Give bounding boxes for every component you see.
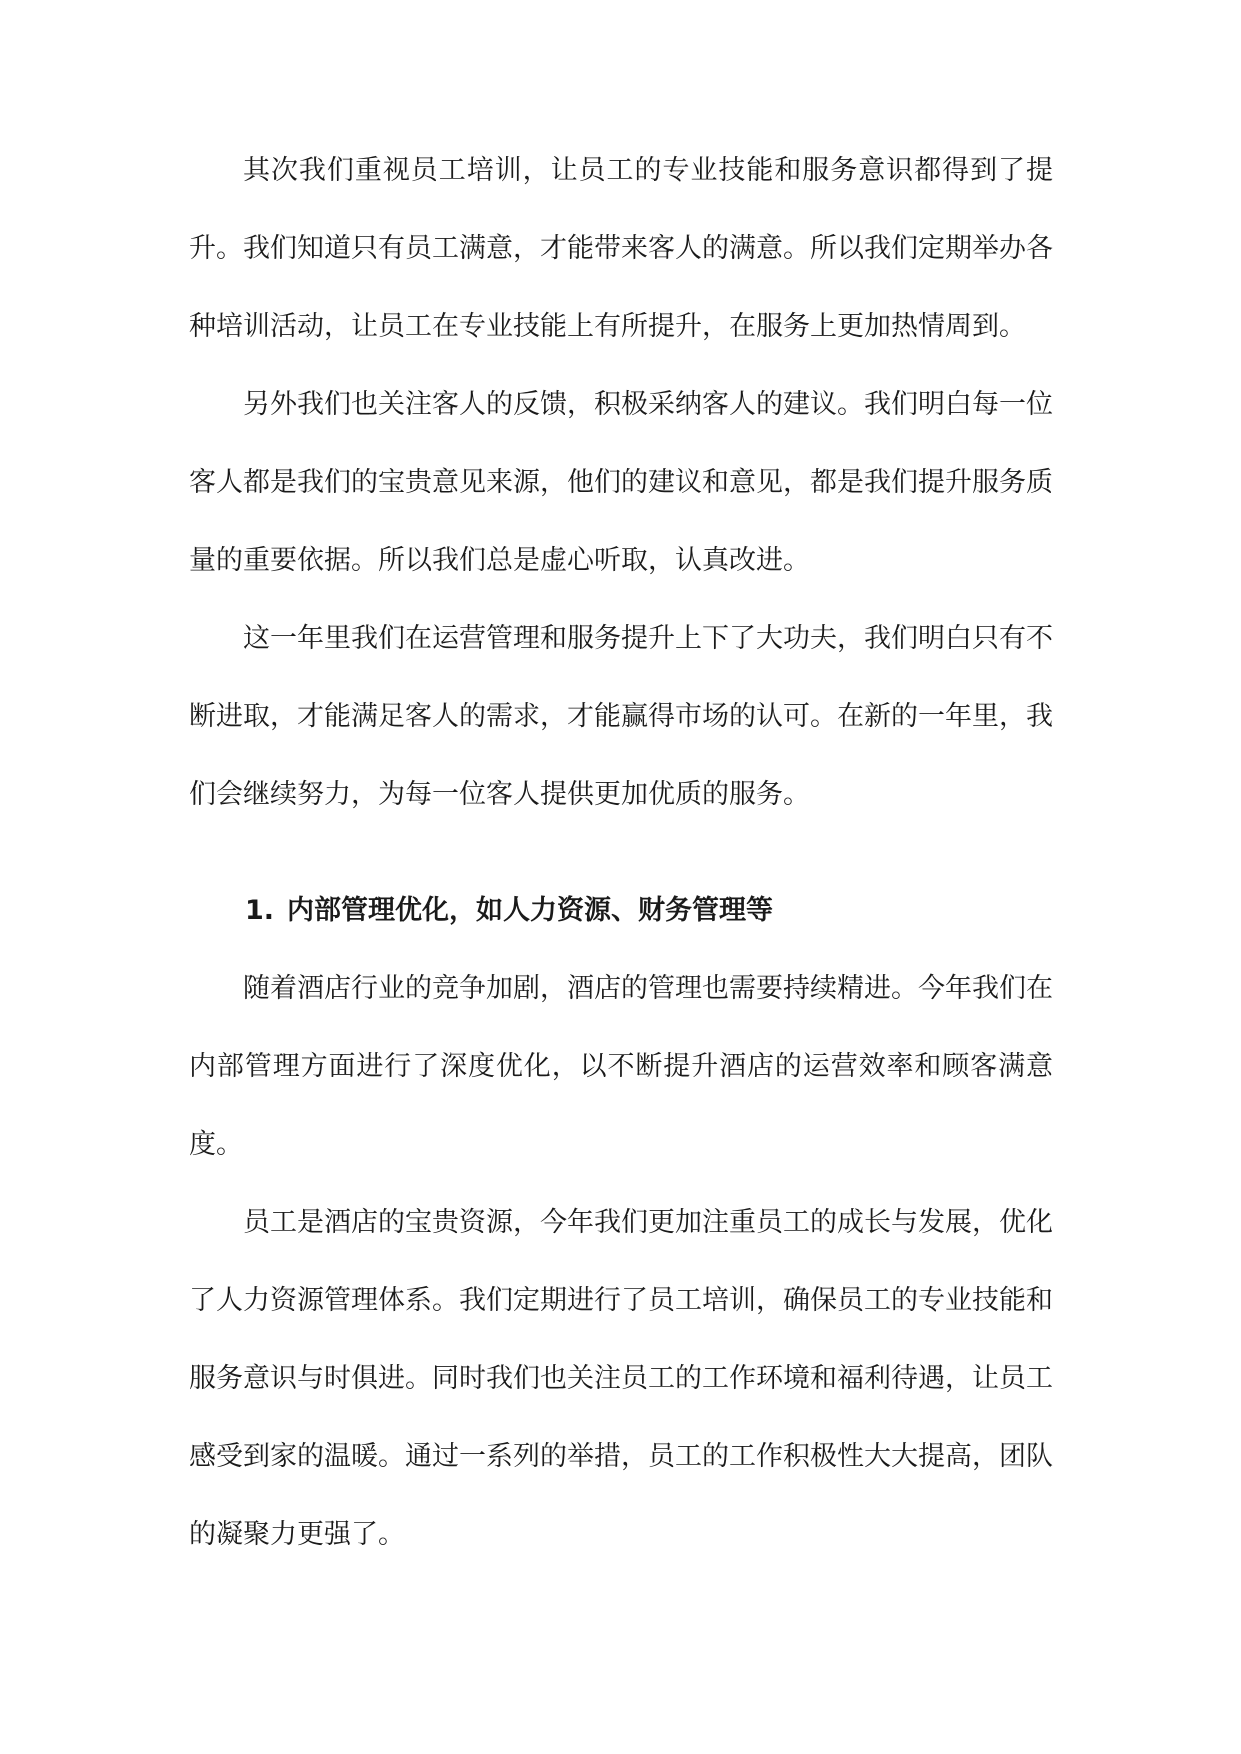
paragraph-training: 其次我们重视员工培训，让员工的专业技能和服务意识都得到了提升。我们知道只有员工满意，才能带来客人的满意。所以我们定期举办各种培训活动，让员工在专业技能上有所提升，在服务上更加热情周到。 (189, 155, 1053, 342)
paragraph-feedback: 另外我们也关注客人的反馈，积极采纳客人的建议。我们明白每一位客人都是我们的宝贵意见来源，他们的建议和意见，都是我们提升服务质量的重要依据。所以我们总是虚心听取，认真改进。 (189, 389, 1053, 576)
document-body (189, 132, 1053, 1574)
paragraph-year-summary: 这一年里我们在运营管理和服务提升上下了大功夫，我们明白只有不断进取，才能满足客人的需求，才能赢得市场的认可。在新的一年里，我们会继续努力，为每一位客人提供更加优质的服务。 (189, 623, 1053, 810)
paragraph-management-intro: 随着酒店行业的竞争加剧，酒店的管理也需要持续精进。今年我们在内部管理方面进行了深度优化，以不断提升酒店的运营效率和顾客满意度。 (189, 973, 1053, 1160)
section-title: 内部管理优化，如人力资源、财务管理等 (287, 895, 773, 926)
paragraph-human-resources: 员工是酒店的宝贵资源，今年我们更加注重员工的成长与发展，优化了人力资源管理体系。我们定期进行了员工培训，确保员工的专业技能和服务意识与时俱进。同时我们也关注员工的工作环境和福利待遇，让员工感受到家的温暖。通过一系列的举措，员工的工作积极性大大提高，团队的凝聚力更强了。 (189, 1207, 1053, 1550)
section-number: 1. (245, 895, 275, 926)
section-heading (189, 872, 1053, 950)
